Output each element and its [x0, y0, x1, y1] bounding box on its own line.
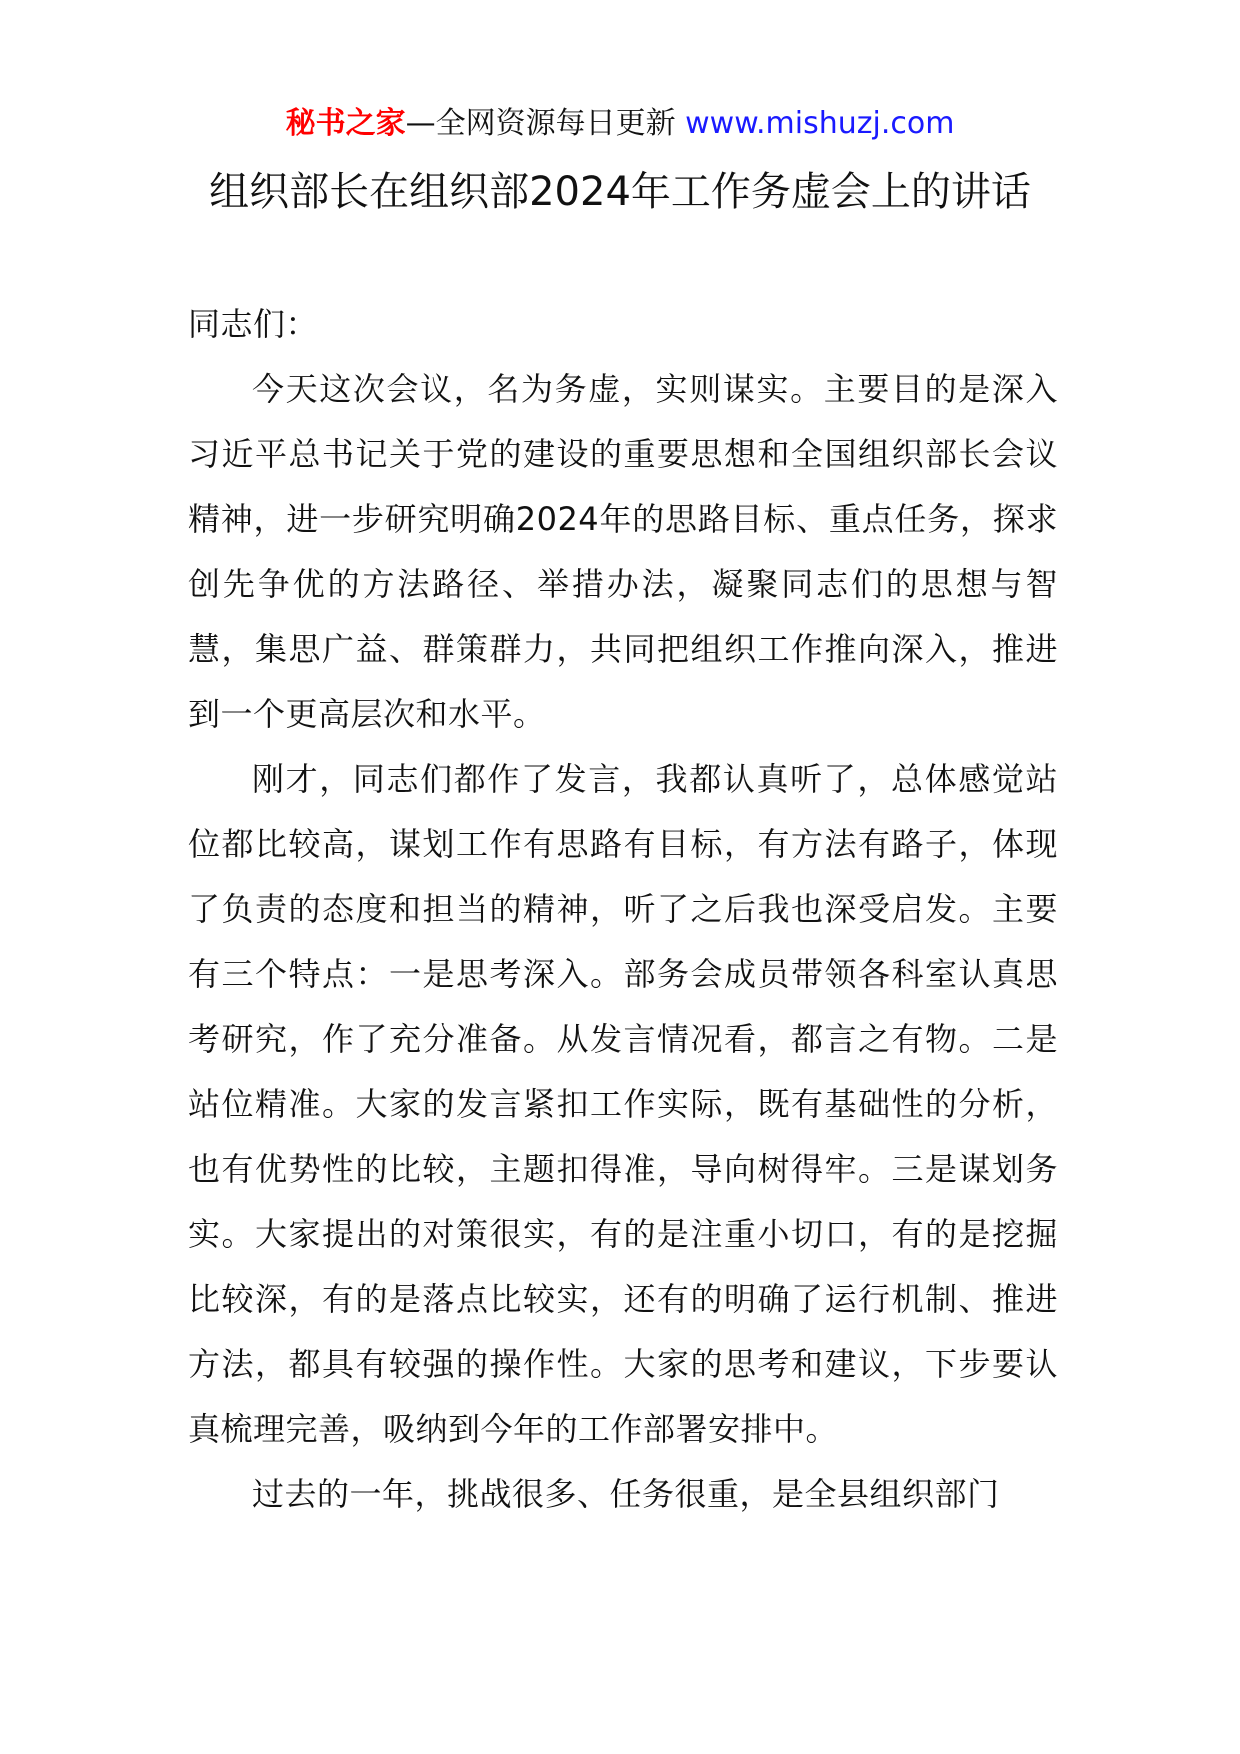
paragraph-2: 刚才，同志们都作了发言，我都认真听了，总体感觉站位都比较高，谋划工作有思路有目标，有方法有路子，体现了负责的态度和担当的精神，听了之后我也深受启发。主要有三个特点：一是思考深入。部务会成员带领各科室认真思考研究，作了充分准备。从发言情况看，都言之有物。二是站位精准。大家的发言紧扣工作实际，既有基础性的分析，也有优势性的比较，主题扣得准，导向树得牢。三是谋划务实。大家提出的对策很实，有的是注重小切口，有的是挖掘比较深，有的是落点比较实，还有的明确了运行机制、推进方法，都具有较强的操作性。大家的思考和建议，下步要认真梳理完善，吸纳到今年的工作部署安排中。 [188, 760, 1058, 1448]
document-title: 组织部长在组织部2024年工作务虚会上的讲话 [209, 169, 1031, 215]
document-body [188, 292, 1058, 1527]
site-url-link[interactable]: www.mishuzj.com [685, 106, 955, 141]
site-brand: 秘书之家 [285, 106, 406, 141]
site-header [0, 100, 1240, 148]
paragraph-3: 过去的一年，挑战很多、任务很重，是全县组织部门 [252, 1475, 1000, 1513]
paragraph-1: 今天这次会议，名为务虚，实则谋实。主要目的是深入习近平总书记关于党的建设的重要思想和全国组织部长会议精神，进一步研究明确2024年的思路目标、重点任务，探求创先争优的方法路径、举措办法，凝聚同志们的思想与智慧，集思广益、群策群力，共同把组织工作推向深入，推进到一个更高层次和水平。 [188, 370, 1058, 733]
site-tagline: —全网资源每日更新 [405, 106, 686, 141]
salutation: 同志们： [188, 305, 319, 343]
